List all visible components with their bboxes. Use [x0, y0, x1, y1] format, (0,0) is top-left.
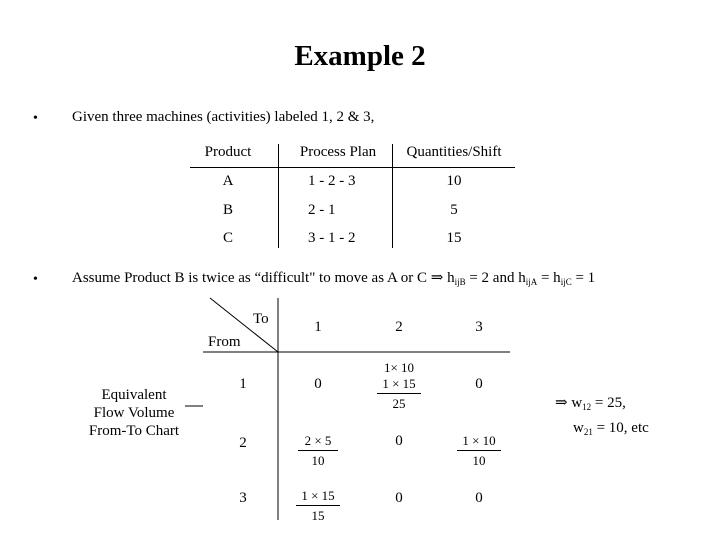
h-factor-b: $h_{ijB} = 2$ and h — [447, 270, 526, 287]
implies-symbol: ⇒ — [430, 270, 444, 286]
cell-1-3: 0 — [475, 376, 483, 392]
row-a-qty: 10 — [446, 173, 462, 189]
cell-1-1: 0 — [314, 376, 322, 392]
from-label: From — [208, 334, 241, 350]
cell-3-3: 0 — [475, 490, 483, 506]
cell-1-2: 1× 10 1 × 15 25 — [364, 360, 434, 412]
cell-2-1: 2 × 5 10 — [283, 433, 353, 469]
bullet-marker: • — [33, 272, 38, 287]
row-c-qty: 15 — [446, 230, 462, 246]
row-b-qty: 5 — [450, 202, 458, 218]
row-header-3: 3 — [239, 490, 247, 506]
row-header-2: 2 — [239, 435, 247, 451]
assumption-text: Assume Product B is twice as “difficult" to move as A or C — [72, 270, 427, 286]
row-c-plan: 3 - 1 - 2 — [308, 230, 356, 246]
cell-3-1: 1 × 15 15 — [283, 488, 353, 524]
row-c-product: C — [222, 230, 233, 246]
cell-3-2: 0 — [395, 490, 403, 506]
result-w12: ⇒ $w_{12} = 25$, — [555, 395, 626, 412]
cell-2-2: 0 — [395, 433, 403, 449]
col-header-3: 3 — [475, 319, 483, 335]
chart-label-line-3: From-To Chart — [88, 423, 180, 439]
col-header-1: 1 — [314, 319, 322, 335]
chart-label-line-2: Flow Volume — [93, 405, 175, 421]
to-label: To — [253, 311, 269, 327]
header-process-plan: Process Plan — [299, 144, 377, 160]
page-title: Example 2 — [294, 40, 426, 72]
bullet-text-1: Given three machines (activities) labeled 1, 2 & 3, — [72, 109, 375, 125]
row-header-1: 1 — [239, 376, 247, 392]
row-b-product: B — [222, 202, 233, 218]
row-b-plan: 2 - 1 — [308, 202, 336, 218]
row-a-plan: 1 - 2 - 3 — [308, 173, 356, 189]
header-quantities: Quantities/Shift — [406, 144, 502, 160]
header-product: Product — [204, 144, 252, 160]
cell-2-3: 1 × 10 10 — [444, 433, 514, 469]
chart-label-line-1: Equivalent — [101, 387, 167, 403]
h-factor-a-sub: ijA — [525, 277, 538, 287]
row-a-product: A — [222, 173, 234, 189]
bullet-marker: • — [33, 111, 38, 126]
h-factor-c: = $h_{ijC} = 1$ — [540, 270, 596, 287]
result-w21: $w_{21} = 10$, etc — [573, 420, 649, 437]
col-header-2: 2 — [395, 319, 403, 335]
implies-symbol: ⇒ — [555, 395, 568, 411]
